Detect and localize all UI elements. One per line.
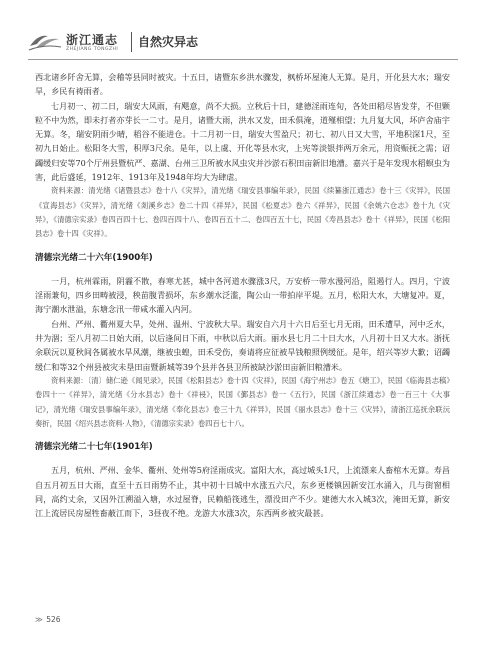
year-heading-1900: 清德宗光绪二十六年(1900年) <box>35 252 153 263</box>
logo-subtitle: ZHEJIANG TONGZHI <box>66 47 119 52</box>
year-heading-1901: 清德宗光绪二十七年(1901年) <box>35 442 153 453</box>
logo-text: 浙江通志 <box>66 33 119 47</box>
zhejiang-tongzhi-logo-icon <box>28 30 62 52</box>
page-body <box>35 70 450 521</box>
paragraph-1900-spring: 一月，杭州霖雨，阴霾不散，春寒尤甚，城中各河道水骤涨3尺，万安桥一带水漫河沿，阻遏行人。四月，宁波淫雨兼旬，四乡田畴被浸，秧苗腹青损坏，东乡潮水泛滥，陶公山一带拍岸平堤。五月，松阳大水，大塘复冲。夏，海宁潮水泄溢，东塘念汛一带咸水灌入内河。 <box>35 275 450 315</box>
page-footer <box>35 615 61 624</box>
page-number: 526 <box>46 615 61 624</box>
paragraph-continued: 西北诸乡阡舍无算，会稽等县同时被灾。十五日，诸暨东乡洪水骤发，枫桥坏屋淹人无算。是月，开化县大水；瑞安旱，乡民有祷雨者。 <box>35 72 450 97</box>
page-header <box>28 26 458 64</box>
header-rule <box>28 59 458 60</box>
header-divider <box>131 32 132 52</box>
paragraph-1900-drought: 台州、严州、衢州夏大旱，处州、温州、宁波秋大旱。瑞安自六月十六日后至七月无雨，田禾遭旱，河中乏水，井为涸；至八月初二日始大雨，以后逢间日下雨，中秋以后大雨。丽水县七月二十日大水，八月初十日又大水。浙抚余联沅以夏秋间各属被水旱风潮，继被虫蝗，田禾受伤，奏请将应征被旱钱粮照例缓征。是年，绍兴等岁大歉；诏蠲缓仁和等32个州县被灾未垦田亩暨新城等39个县并各县卫所被缺沙淤田亩新旧粮漕米。 <box>35 318 450 372</box>
paragraph-1901-floods: 五月，杭州、严州、金华、衢州、处州等5府淫雨成灾。富阳大水，高过城头1尺，上流漂来人畜棺木无算。寿昌自五月初五日大雨，直至十五日雨势不止，其中初十日城中水涨五六尺，东乡更楼镇因新安江水涌入，几与街窗相同，高约丈余，又因外江溯溢入塘，水过屋脊，民赖船筏逃生，漂没田产不少。建德大水入城3次，淹田无算，新安江上流居民房屋牲畜蔽江而下，3昼夜不绝。龙游大水涨3次，东西两乡被灾最甚。 <box>35 465 450 519</box>
sources-note-1900: 资料来源：〔清〕储仁逊《闻见录》，民国《松阳县志》卷十四《灾祥》，民国《海宁州志》卷五《塘工》，民国《临海县志稿》卷四十一《祥异》，清光绪《分水县志》卷十《祥祲》，民国《鄞县志》卷一《五行》，民国《浙江续通志》卷一百三十《大事记》，清光绪《瑞安县事编年录》，清光绪《奉化县志》卷三十九《祥异》，民国《丽水县志》卷十三《灾异》，清浙江巡抚余联沅奏折，民国《绍兴县志资料·人物》，《清德宗实录》卷四百七十八。 <box>35 375 450 428</box>
sources-note-1899: 资料来源：清光绪《诸暨县志》卷十八《灾异》，清光绪《瑞安县事编年录》，民国《续纂浙江通志》卷十三《灾异》，民国《宣海县志》《灾异》，清光绪《剡溪乡志》卷二十四《祥异》，民国《松夏志》卷六《祥异》，民国《余姚六仓志》卷十九《灾异》，《清德宗实录》卷四百四十七、卷四百四十八、卷四百五十二、卷四百五十七，民国《寿昌县志》卷十《祥异》，民国《松阳县志》卷十四《灾祥》。 <box>35 186 450 239</box>
paragraph-july-events: 七月初一、初二日，瑞安大风雨，有飓意，尚不大损。立秋后十日，建德淫雨连旬，各处田稻尽皆发芽，不但颗粒不中为然，即未打者亦芽长一二寸。是月，诸暨大雨，洪水又发，田禾俱淹，道殣相望；九月复大风，坏庐舍庙宇无算。冬，瑞安阴雨少晴，稻谷不能进仓。十二月初一日，瑞安大雪盈尺；初七、初八日又大雪，平地积深1尺，至初九日始止。松阳冬大雪，积厚3尺余。是年，以上虞、开化等县水灾，上宪等淡银拌两万余元，用资赈抚之需；诏蠲缓归安等70个厅州县暨杭严、嘉湖、台州三卫所被水风虫灾并沙淤石积田亩新旧地漕。嘉兴于是年发现水稻螟虫为害，此后盛延，1912年、1913年及1948年均大为肆虐。 <box>35 100 450 183</box>
section-title: 自然灾异志 <box>138 35 199 49</box>
page-arrow-icon: ≫ <box>35 615 42 624</box>
